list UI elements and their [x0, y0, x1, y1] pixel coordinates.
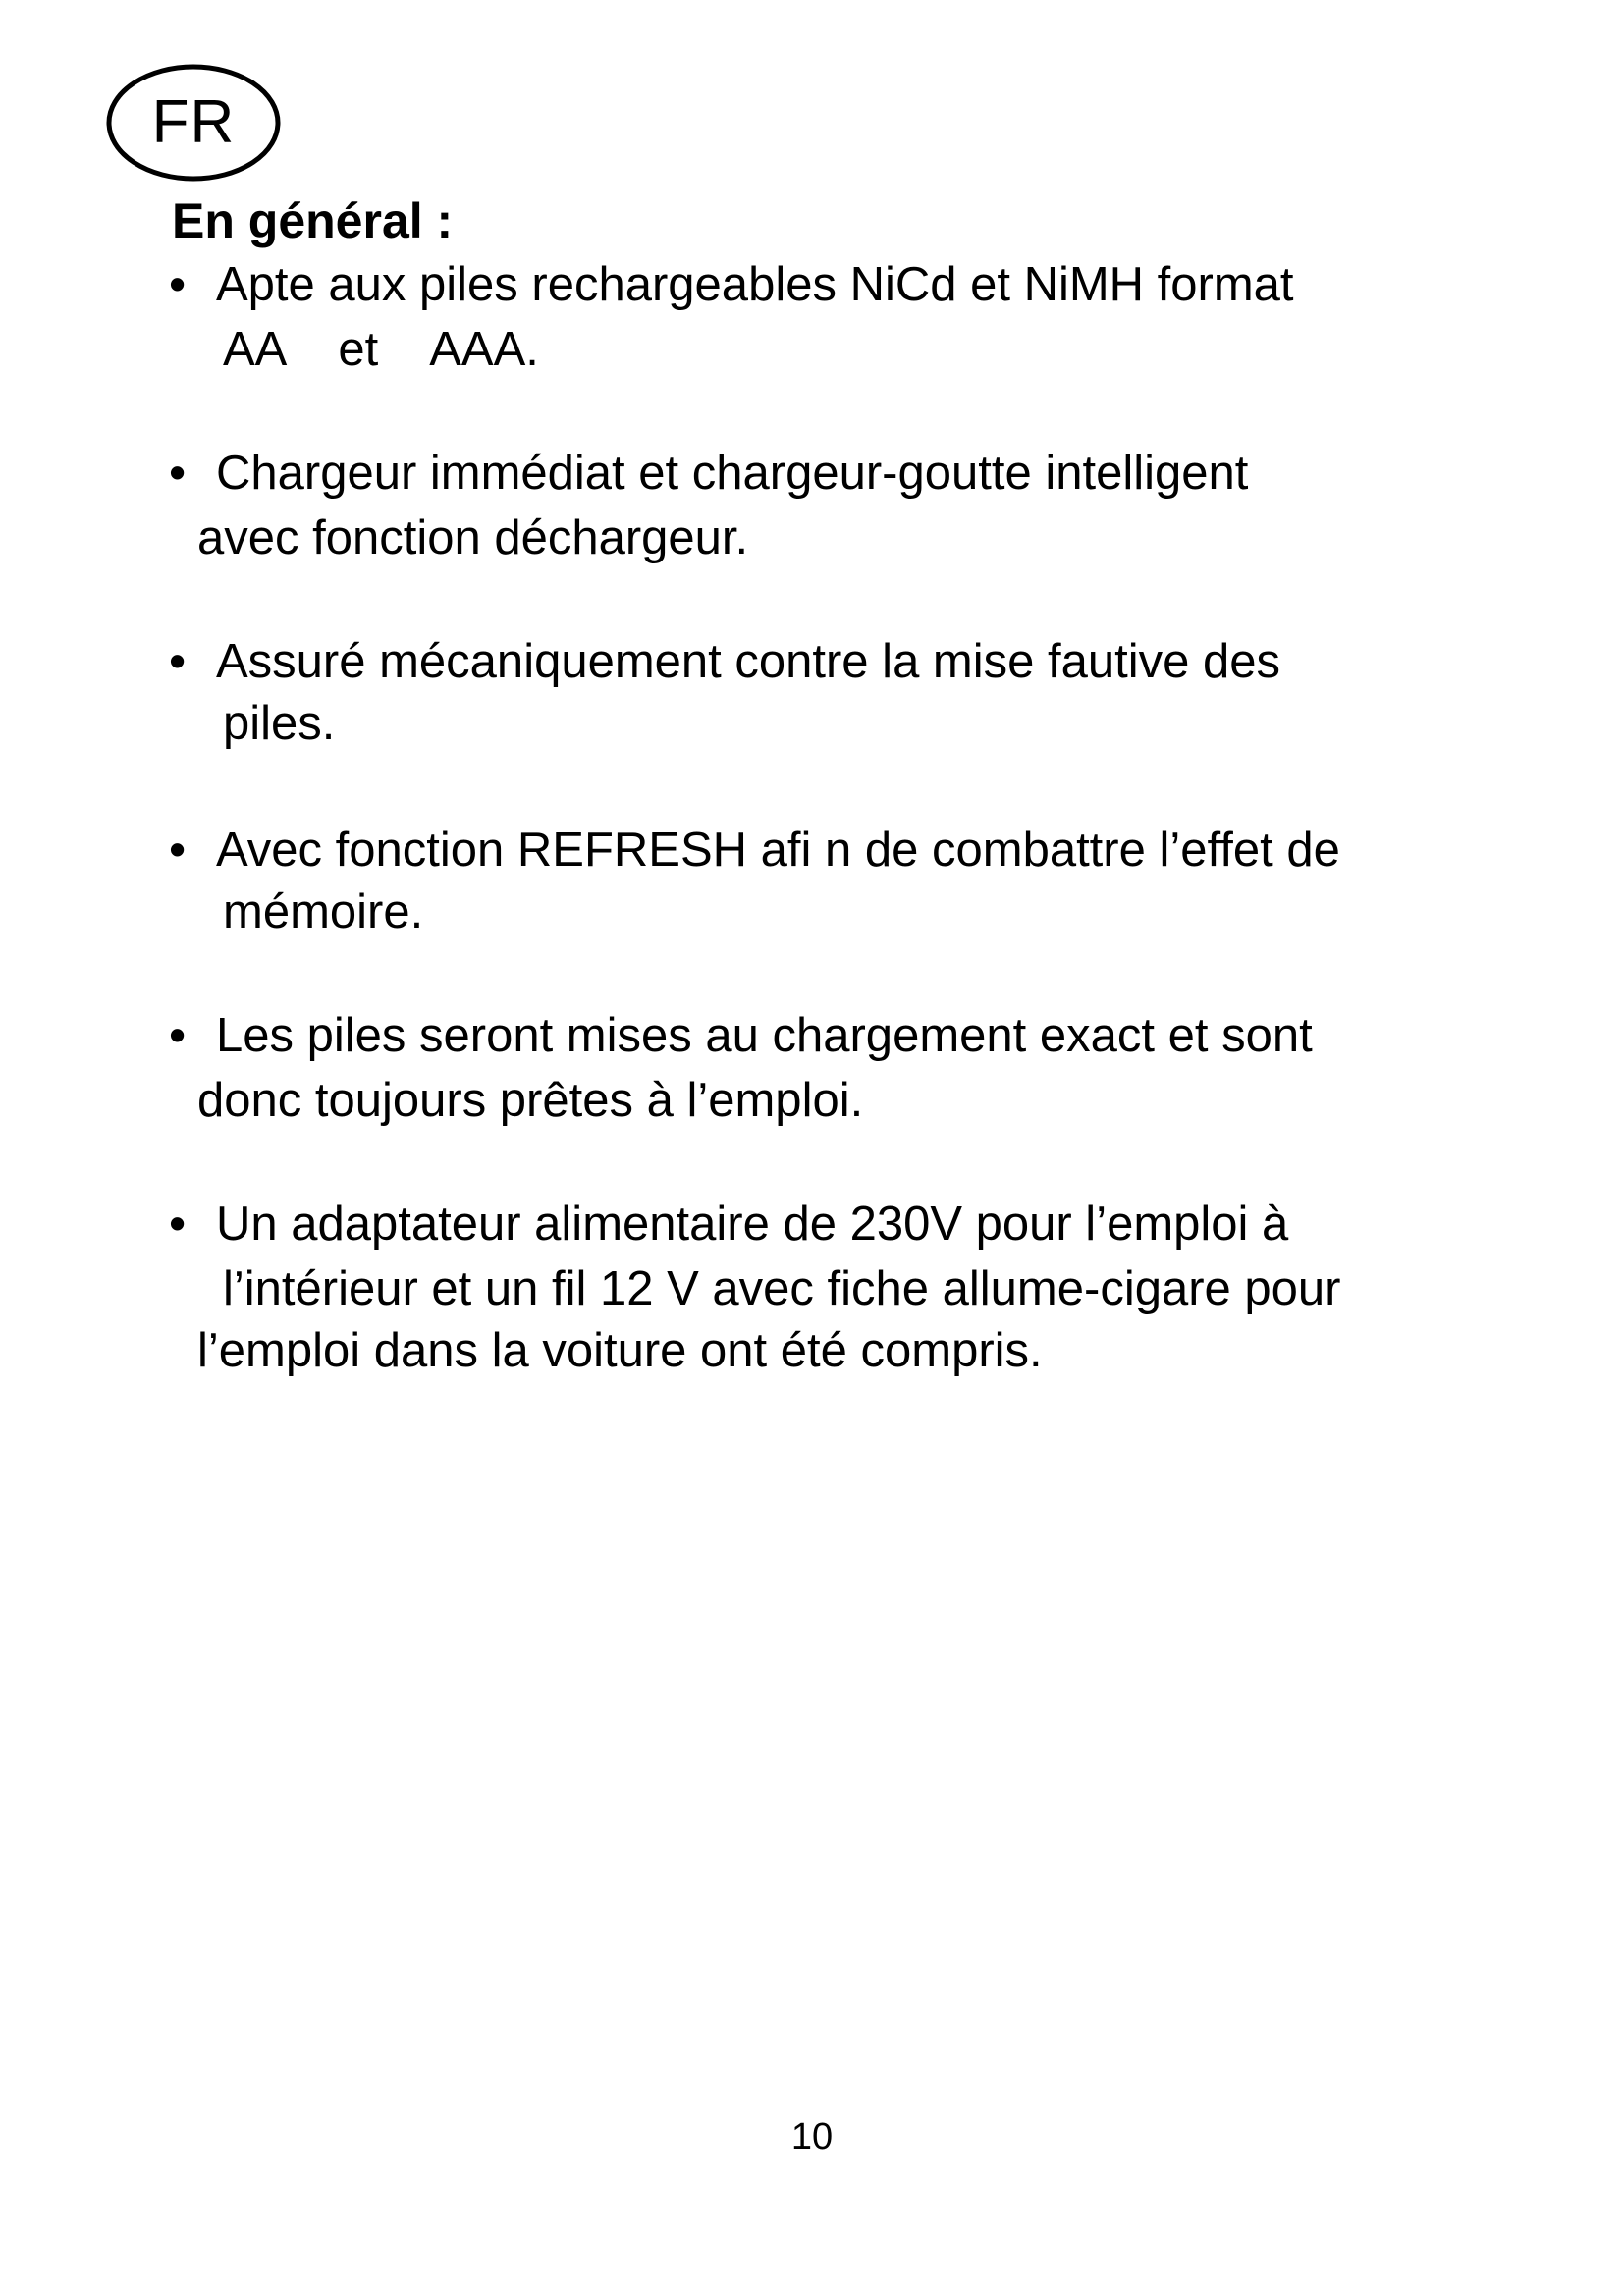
bullet-2-line-2: avec fonction déchargeur. [197, 511, 749, 564]
bullet-4-line-1: Avec fonction REFRESH afi n de combattre l’effet de [216, 824, 1340, 877]
bullet-1-formats [223, 319, 539, 380]
format-aaa: AAA. [429, 323, 539, 376]
section-title: En général : [172, 193, 454, 248]
bullet-marker: • [169, 824, 187, 877]
bullet-3-line-1: Assuré mécaniquement contre la mise fautive des [216, 635, 1280, 688]
format-aa: AA [223, 323, 288, 376]
bullet-6-line-3: l’emploi dans la voiture ont été compris. [197, 1324, 1043, 1377]
format-connector: et [338, 323, 379, 376]
page-number: 10 [790, 2116, 834, 2158]
bullet-marker: • [169, 635, 187, 688]
bullet-1-line-1: Apte aux piles rechargeables NiCd et NiMH format [216, 258, 1294, 311]
bullet-6-line-1: Un adaptateur alimentaire de 230V pour l’emploi à [216, 1198, 1289, 1251]
language-badge [106, 63, 281, 183]
bullet-3-line-2: piles. [223, 697, 336, 750]
bullet-5-line-1: Les piles seront mises au chargement exact et sont [216, 1009, 1313, 1062]
bullet-5-line-2: donc toujours prêtes à l’emploi. [197, 1074, 864, 1127]
bullet-marker: • [169, 258, 187, 311]
bullet-marker: • [169, 447, 187, 500]
bullet-4-line-2: mémoire. [223, 885, 424, 938]
bullet-2-line-1: Chargeur immédiat et chargeur-goutte intelligent [216, 447, 1249, 500]
language-badge-label: FR [151, 88, 236, 156]
bullet-marker: • [169, 1198, 187, 1251]
bullet-6-line-2: l’intérieur et un fil 12 V avec fiche allume-cigare pour [223, 1262, 1341, 1315]
bullet-marker: • [169, 1009, 187, 1062]
